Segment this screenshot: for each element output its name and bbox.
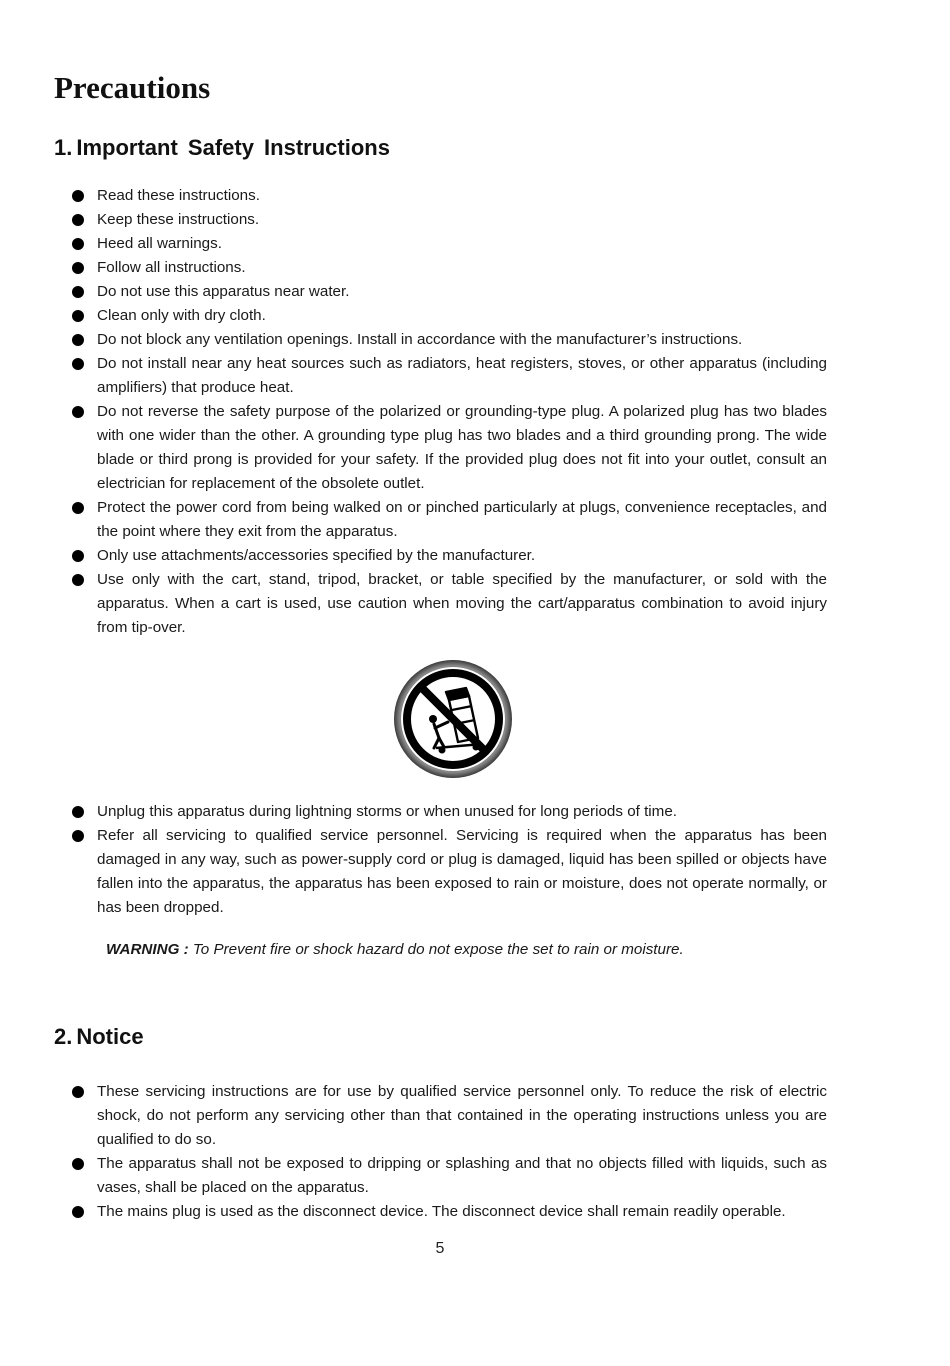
bullet-icon — [72, 1206, 84, 1218]
warning-text: To Prevent fire or shock hazard do not expose the set to rain or moisture. — [192, 941, 684, 958]
page-number: 5 — [435, 1240, 445, 1257]
list-item-text: Unplug this apparatus during lightning storms or when unused for long periods of time. — [97, 803, 677, 820]
list-item — [70, 544, 827, 568]
notice-list — [70, 1080, 827, 1224]
list-item — [70, 232, 827, 256]
list-item-text: Refer all servicing to qualified service personnel. Servicing is required when the apparatus has been damaged in any way, such as power-supply cord or plug is damaged, liquid has been spilled or objects have fallen into the apparatus, the apparatus has been exposed to rain or moisture, does not operate normally, or has been dropped. — [97, 827, 827, 916]
list-item-text: Do not reverse the safety purpose of the polarized or grounding-type plug. A polarized plug has two blades with one wider than the other. A grounding type plug has two blades and a third grounding prong. The wide blade or third prong is provided for your safety. If the provided plug does not fit into your outlet, consult an electrician for replacement of the obsolete outlet. — [97, 403, 827, 492]
list-item-text: Read these instructions. — [97, 187, 260, 204]
list-item — [70, 352, 827, 400]
section-title: Notice — [76, 1024, 144, 1049]
list-item — [70, 824, 827, 920]
cart-tip-over-warning-icon — [392, 658, 514, 780]
list-item-text: The mains plug is used as the disconnect device. The disconnect device shall remain readily operable. — [97, 1203, 786, 1220]
bullet-icon — [72, 550, 84, 562]
list-item-text: Heed all warnings. — [97, 235, 222, 252]
list-item-text: Keep these instructions. — [97, 211, 260, 228]
bullet-icon — [72, 1086, 84, 1098]
bullet-icon — [72, 214, 84, 226]
list-item-text: Do not block any ventilation openings. Install in accordance with the manufacturer’s instructions. — [97, 331, 743, 348]
bullet-icon — [72, 830, 84, 842]
list-item — [70, 304, 827, 328]
bullet-icon — [72, 358, 84, 370]
list-item-text: Do not install near any heat sources such as radiators, heat registers, stoves, or other apparatus (including amplifiers) that produce heat. — [97, 355, 827, 396]
bullet-icon — [72, 334, 84, 346]
list-item-text: These servicing instructions are for use by qualified service personnel only. To reduce the risk of electric shock, do not perform any servicing other than that contained in the operating instructions unless you are qualified to do so. — [97, 1083, 827, 1148]
bullet-icon — [72, 806, 84, 818]
list-item — [70, 800, 827, 824]
list-item-text: Use only with the cart, stand, tripod, bracket, or table specified by the manufacturer, or sold with the apparatus. When a cart is used, use caution when moving the cart/apparatus combination to avoid injury from tip-over. — [97, 571, 827, 636]
list-item — [70, 568, 827, 640]
warning-label: WARNING : — [106, 941, 189, 958]
list-item — [70, 280, 827, 304]
section-number: 1. — [54, 135, 73, 160]
section-title: Important Safety Instructions — [76, 135, 390, 160]
list-item — [70, 496, 827, 544]
safety-instructions-list — [70, 184, 827, 640]
bullet-icon — [72, 574, 84, 586]
list-item-text: Do not use this apparatus near water. — [97, 283, 350, 300]
bullet-icon — [72, 502, 84, 514]
bullet-icon — [72, 262, 84, 274]
list-item — [70, 256, 827, 280]
section-number: 2. — [54, 1024, 73, 1049]
section-heading-notice — [54, 1023, 144, 1051]
list-item — [70, 1152, 827, 1200]
list-item — [70, 208, 827, 232]
bullet-icon — [72, 406, 84, 418]
list-item-text: Follow all instructions. — [97, 259, 246, 276]
bullet-icon — [72, 310, 84, 322]
list-item-text: Protect the power cord from being walked on or pinched particularly at plugs, convenience receptacles, and the point where they exit from the apparatus. — [97, 499, 827, 540]
section-heading-safety — [54, 134, 390, 162]
safety-instructions-list-continued — [70, 800, 827, 920]
list-item-text: Clean only with dry cloth. — [97, 307, 266, 324]
warning-note — [106, 938, 684, 962]
bullet-icon — [72, 286, 84, 298]
list-item — [70, 1200, 827, 1224]
bullet-icon — [72, 238, 84, 250]
list-item — [70, 184, 827, 208]
list-item-text: Only use attachments/accessories specified by the manufacturer. — [97, 547, 536, 564]
list-item-text: The apparatus shall not be exposed to dripping or splashing and that no objects filled with liquids, such as vases, shall be placed on the apparatus. — [97, 1155, 827, 1196]
page-title: Precautions — [54, 70, 211, 105]
bullet-icon — [72, 190, 84, 202]
list-item — [70, 1080, 827, 1152]
list-item — [70, 400, 827, 496]
list-item — [70, 328, 827, 352]
bullet-icon — [72, 1158, 84, 1170]
